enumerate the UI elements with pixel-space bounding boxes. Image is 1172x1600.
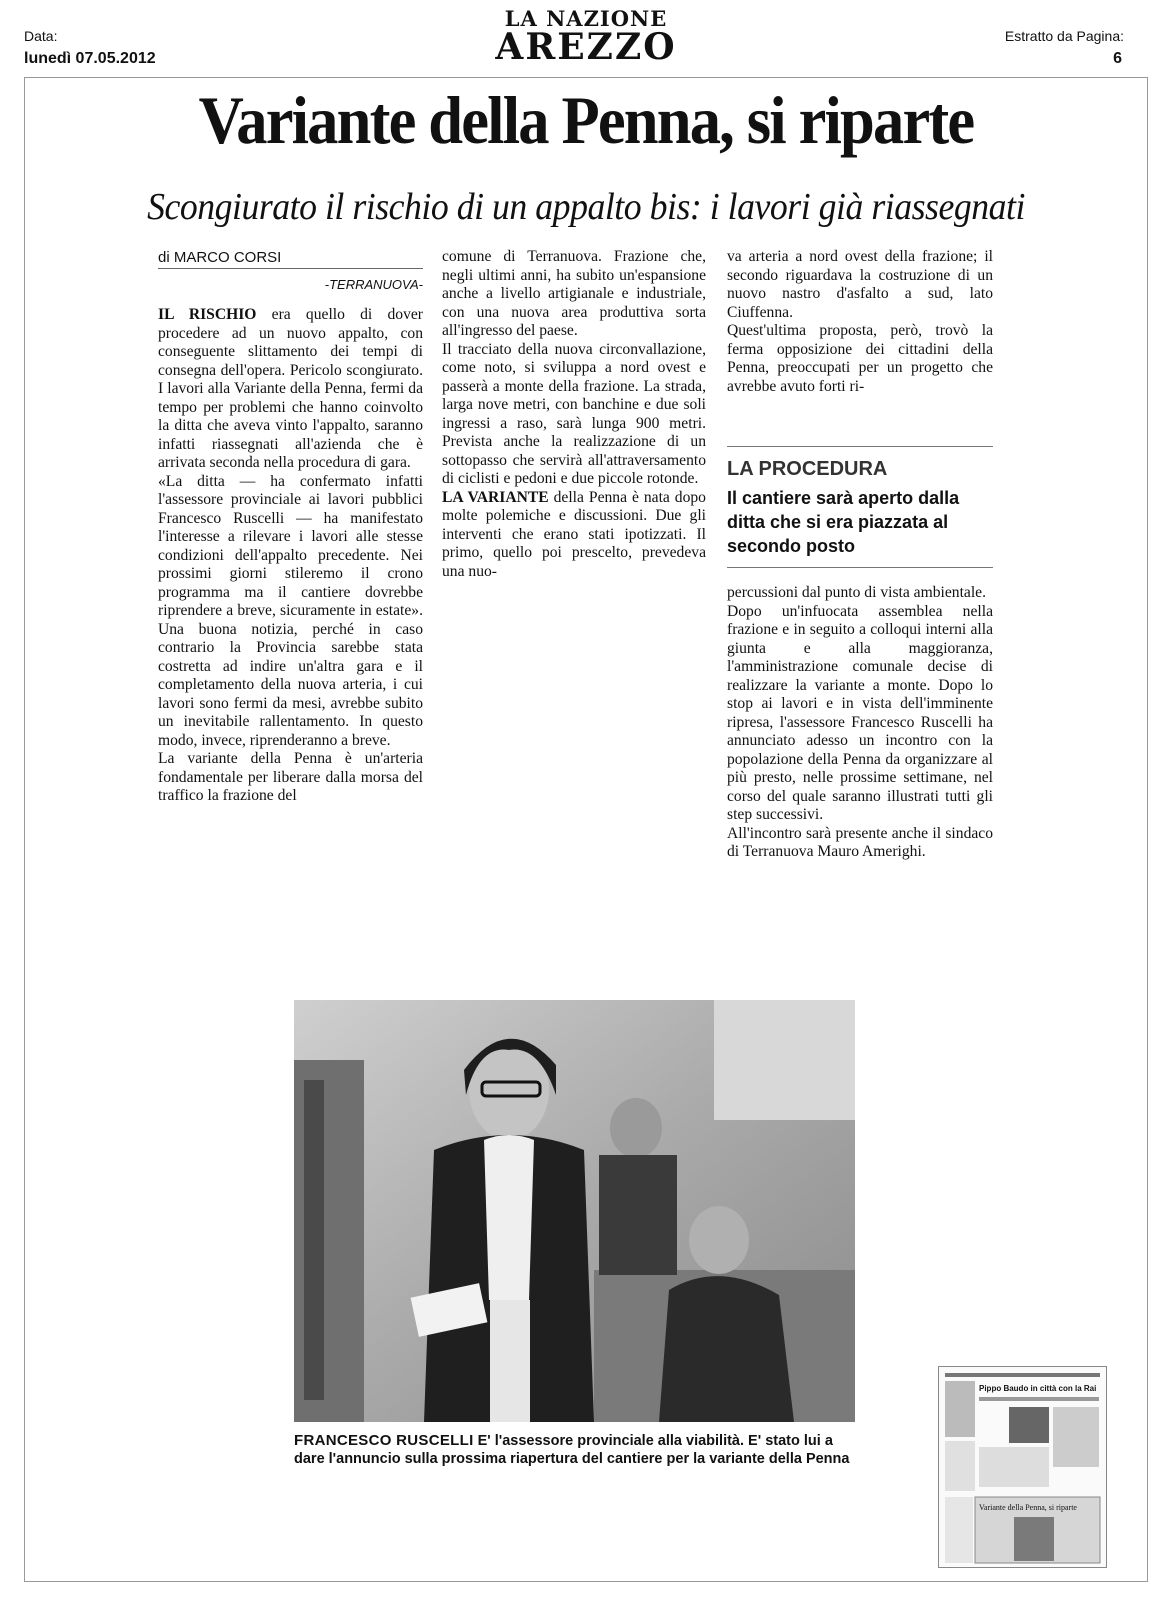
page-number: 6 (1113, 50, 1122, 67)
paragraph-text: Quest'ultima proposta, però, trovò la ferma opposizione dei cittadini della Penna, preoccupati per un progetto che avrebbe avuto forti ri- (727, 322, 993, 395)
byline: di MARCO CORSI (158, 249, 282, 266)
date-label: Data: (24, 28, 58, 44)
article-paragraph (727, 248, 993, 322)
column-3-bottom (727, 584, 993, 862)
box-rule (727, 446, 993, 447)
photo-caption (294, 1432, 864, 1468)
masthead-city: AREZZO (495, 26, 677, 68)
paragraph-text: La variante della Penna è un'arteria fondamentale per liberare dalla morsa del traffico la frazione del (158, 750, 423, 804)
paragraph-text: comune di Terranuova. Frazione che, negli ultimi anni, ha subito un'espansione anche a livello artigianale e industriale, con una nuova area produttiva sorta all'ingresso del paese. (442, 248, 706, 339)
paragraph-text: va arteria a nord ovest della frazione; il secondo riguardava la costruzione di un nuovo nastro d'asfalto a sud, lato Ciuffenna. (727, 248, 993, 321)
column-3-top (727, 248, 993, 396)
article-photo (294, 1000, 855, 1422)
page-thumbnail (938, 1366, 1107, 1568)
paragraph-text: All'incontro sarà presente anche il sindaco di Terranuova Mauro Amerighi. (727, 824, 993, 860)
byline-rule (158, 268, 423, 269)
page-label: Estratto da Pagina: (1004, 28, 1124, 44)
paragraph-text: percussioni dal punto di vista ambientale. (727, 584, 986, 601)
dateline: -TERRANUOVA- (324, 277, 423, 292)
paragraph-text: «La ditta — ha confermato infatti l'assessore provinciale ai lavori pubblici Francesco Ruscelli — ha manifestato l'interesse a rilevare i lavori alle stesse condizioni dell'appalto precedente. Nei prossimi giorni stileremo il crono programma ma il cantiere dovrebbe riprendere a breve, sicuramente in estate». Una buona notizia, perché in caso contrario la Provincia sarebbe stata costretta ad indire un'altra gara e il completamento della nuova arteria, i cui lavori sono fermi da mesi, avrebbe subito un inevitabile rallentamento. In questo modo, invece, riprenderanno a breve. (158, 472, 423, 749)
paragraph-text: Il tracciato della nuova circonvallazione, come noto, si sviluppa a nord ovest e passerà a monte della frazione. La strada, larga nove metri, con banchine e due soli ingressi a raso, sarà lunga 900 metri. Prevista anche la realizzazione di un sottopasso che servirà all'attraversamento di ciclisti e pedoni e due piccole rotonde. (442, 340, 706, 487)
article-paragraph (158, 306, 423, 473)
article-paragraph (442, 489, 706, 582)
paragraph-lead: IL RISCHIO (158, 306, 257, 323)
article-paragraph (727, 322, 993, 396)
box-rule-bottom (727, 567, 993, 568)
headline: Variante della Penna, si riparte (198, 82, 974, 158)
thumbnail-headline-2: Variante della Penna, si riparte (979, 1503, 1077, 1512)
masthead-top: LA NAZIONE (504, 6, 668, 31)
article-paragraph (158, 750, 423, 806)
thumbnail-page-illustration (939, 1367, 1106, 1567)
caption-name: FRANCESCO RUSCELLI (294, 1432, 474, 1449)
article-paragraph (442, 248, 706, 341)
paragraph-text: Dopo un'infuocata assemblea nella frazione e in seguito a colloqui interni alla giunta e alla maggioranza, l'amministrazione comunale decise di realizzare la variante a monte. Dopo lo stop ai lavori e in vista dell'imminente ripresa, l'assessore Francesco Ruscelli ha annunciato adesso un incontro con la popolazione della Penna da organizzare al più presto, nelle prossime settimane, nel corso del quale saranno illustrati tutti gli step successivi. (727, 602, 993, 823)
article-paragraph (727, 603, 993, 825)
paragraph-text: era quello di dover procedere ad un nuovo appalto, con conseguente slittamento dei tempi di consegna dell'opera. Pericolo scongiurato. I lavori alla Variante della Penna, fermi da tempo per problemi che hanno coinvolto la ditta che aveva vinto l'appalto, saranno infatti riassegnati all'azienda che è arrivata seconda nella procedura di gara. (158, 306, 423, 471)
caption-text: E' l'assessore provinciale alla viabilità. E' stato lui a dare l'annuncio sulla prossima riapertura del cantiere per la variante della Penna (294, 1433, 850, 1467)
paragraph-lead: LA VARIANTE (442, 488, 549, 506)
article-paragraph (442, 341, 706, 489)
thumbnail-headline-1: Pippo Baudo in città con la Rai (979, 1384, 1097, 1393)
column-1 (158, 306, 423, 806)
paragraph-text: della Penna è nata dopo molte polemiche e discussioni. Due gli interventi che erano stati ipotizzati. Il primo, quello poi prescelto, prevedeva una nuo- (442, 488, 706, 580)
box-title: Il cantiere sarà aperto dalla ditta che si era piazzata al secondo posto (727, 488, 960, 556)
article-paragraph (727, 584, 993, 603)
article-paragraph (727, 825, 993, 862)
column-2 (442, 248, 706, 581)
photo-illustration (294, 1000, 855, 1422)
box-label: LA PROCEDURA (727, 458, 888, 480)
subheadline: Scongiurato il rischio di un appalto bis: i lavori già riassegnati (147, 186, 1025, 228)
date-value: lunedì 07.05.2012 (24, 50, 156, 67)
article-paragraph (158, 473, 423, 751)
